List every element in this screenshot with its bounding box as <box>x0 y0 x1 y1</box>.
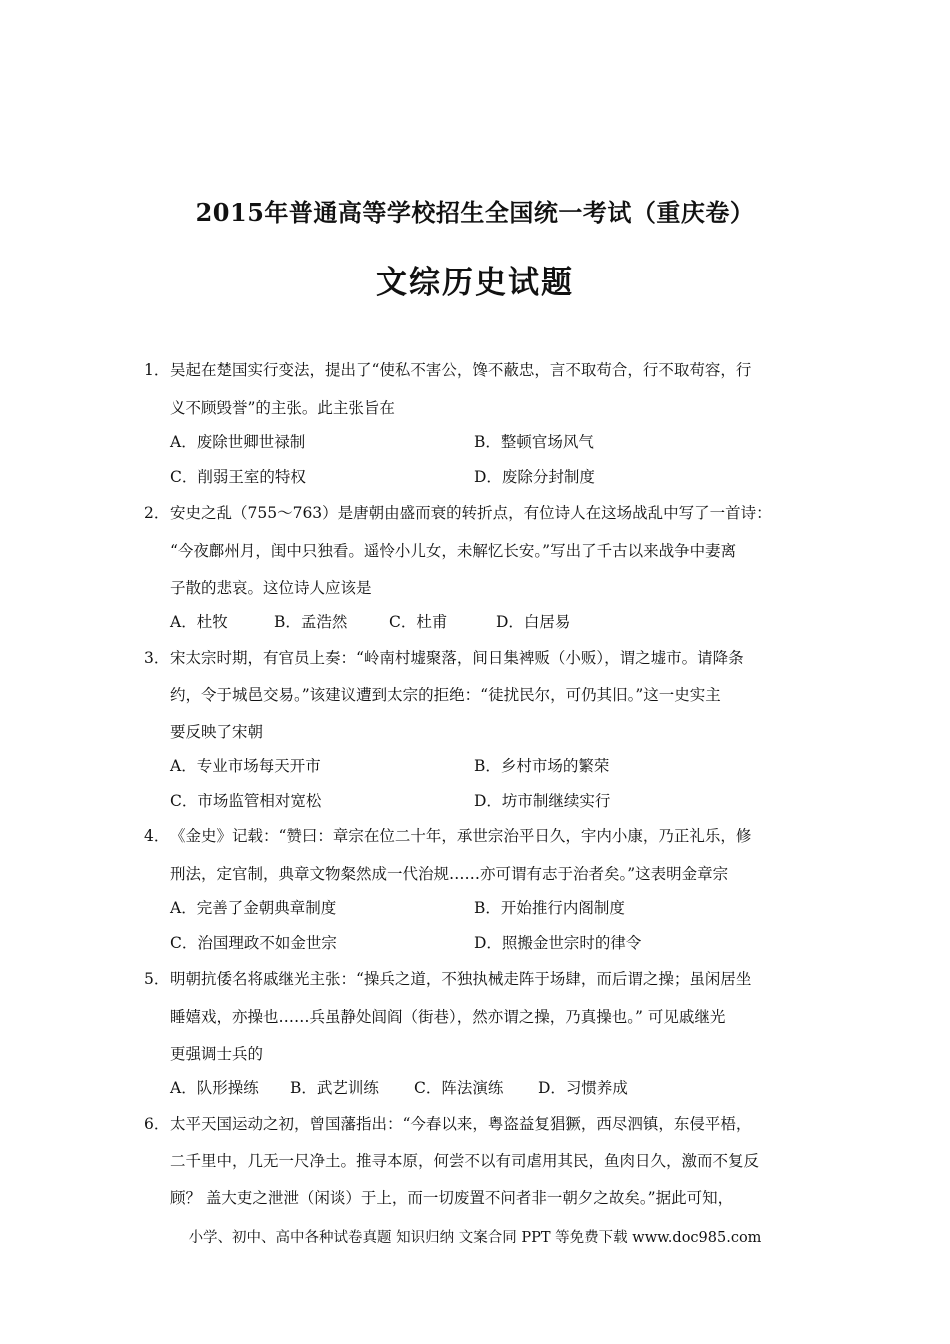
question-text-line: 宋太宗时期，有官员上奏：“岭南村墟聚落，间日集裨贩（小贩），谓之墟市。请降条 <box>170 649 744 667</box>
option-d: D．习惯养成 <box>538 1079 628 1097</box>
question-number: 3． <box>144 649 170 667</box>
question-text-line: 明朝抗倭名将戚继光主张：“操兵之道，不独执械走阵于场肆，而后谓之操；虽闲居坐 <box>170 970 752 988</box>
question-number: 1． <box>144 361 170 379</box>
exam-subtitle: 文综历史试题 <box>376 265 574 301</box>
option-c: C．杜甫 <box>389 613 448 631</box>
exam-title: 2015年普通高等学校招生全国统一考试（重庆卷） <box>195 198 755 227</box>
question-number: 4． <box>144 827 170 845</box>
question-text-line: 睡嬉戏，亦操也……兵虽静处闾阎（街巷），然亦谓之操，乃真操也。” 可见戚继光 <box>170 1008 726 1026</box>
option-b: B．乡村市场的繁荣 <box>474 757 610 775</box>
option-b: B．孟浩然 <box>274 613 348 631</box>
question-number: 6． <box>144 1115 170 1133</box>
question-text-line: 更强调士兵的 <box>170 1045 264 1063</box>
question-number: 2． <box>144 504 170 522</box>
option-c: C．市场监管相对宽松 <box>170 792 322 810</box>
question-text-line: 吴起在楚国实行变法，提出了“使私不害公，馋不蔽忠，言不取苟合，行不取苟容，行 <box>170 361 752 379</box>
option-a: A．队形操练 <box>170 1079 259 1097</box>
question-text-line: 二千里中，几无一尺净土。推寻本原，何尝不以有司虐用其民，鱼肉日久，激而不复反 <box>170 1152 760 1170</box>
option-a: A．杜牧 <box>170 613 228 631</box>
option-b: B．整顿官场风气 <box>474 433 594 451</box>
option-b: B．武艺训练 <box>290 1079 379 1097</box>
question-text-line: 安史之乱（755～763）是唐朝由盛而衰的转折点，有位诗人在这场战乱中写了一首诗： <box>170 504 772 522</box>
question-number: 5． <box>144 970 170 988</box>
option-c: C．阵法演练 <box>414 1079 504 1097</box>
option-d: D．照搬金世宗时的律令 <box>474 934 642 952</box>
question-text-line: “今夜鄜州月，闺中只独看。遥怜小儿女，未解忆长安。”写出了千古以来战争中妻离 <box>170 542 737 560</box>
option-c: C．治国理政不如金世宗 <box>170 934 337 952</box>
option-a: A．专业市场每天开市 <box>170 757 321 775</box>
question-text-line: 义不顾毁誉”的主张。此主张旨在 <box>170 399 395 417</box>
question-text-line: 子散的悲哀。这位诗人应该是 <box>170 579 372 597</box>
footer-text: 小学、初中、高中各种试卷真题 知识归纳 文案合同 PPT 等免费下载 www.doc985.com <box>188 1230 762 1246</box>
question-text-line: 约，令于城邑交易。”该建议遭到太宗的拒绝：“徒扰民尔，可仍其旧。”这一史实主 <box>170 686 721 704</box>
question-text-line: 要反映了宋朝 <box>170 723 264 741</box>
option-a: A．完善了金朝典章制度 <box>170 899 337 917</box>
question-text-line: 顾？ 盖大吏之泄泄（闲谈）于上，而一切废置不问者非一朝夕之故矣。”据此可知， <box>170 1189 734 1207</box>
question-text-line: 太平天国运动之初，曾国藩指出：“今春以来，粤盗益复猖獗，西尽泗镇，东侵平梧， <box>170 1115 752 1133</box>
question-text-line: 《金史》记载：“赞曰：章宗在位二十年，承世宗治平日久，宇内小康，乃正礼乐，修 <box>170 827 752 845</box>
option-b: B．开始推行内阁制度 <box>474 899 625 917</box>
option-d: D．坊市制继续实行 <box>474 792 611 810</box>
option-d: D．白居易 <box>496 613 571 631</box>
option-a: A．废除世卿世禄制 <box>170 433 306 451</box>
question-text-line: 刑法，定官制，典章文物粲然成一代治规……亦可谓有志于治者矣。”这表明金章宗 <box>170 865 729 883</box>
option-c: C．削弱王室的特权 <box>170 468 306 486</box>
option-d: D．废除分封制度 <box>474 468 595 486</box>
